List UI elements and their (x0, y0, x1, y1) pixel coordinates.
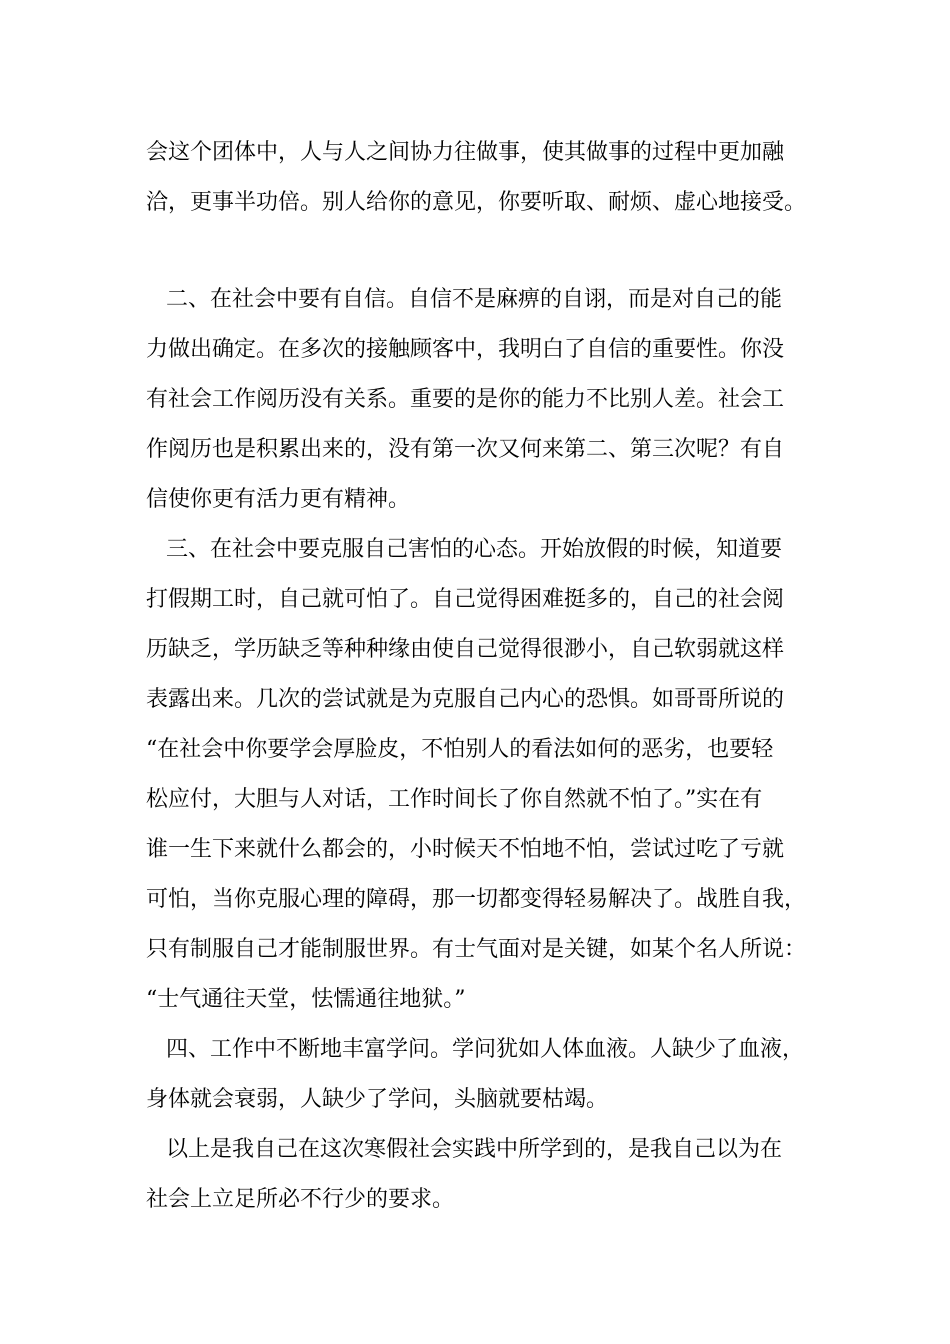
paragraph-start-line: 四、工作中不断地丰富学问。学问犹如人体血液。人缺少了血液， (166, 1037, 805, 1062)
text-line: “在社会中你要学会厚脸皮，不怕别人的看法如何的恶劣，也要轻 (146, 737, 774, 762)
text-line: 只有制服自己才能制服世界。有士气面对是关键，如某个名人所说： (146, 937, 807, 962)
text-line: 会这个团体中，人与人之间协力往做事，使其做事的过程中更加融 (146, 140, 785, 165)
paragraph-block-continued (146, 128, 814, 228)
text-line: 力做出确定。在多次的接触顾客中，我明白了自信的重要性。你没 (146, 337, 785, 362)
text-line: 信使你更有活力更有精神。 (146, 487, 411, 512)
text-line: 洽，更事半功倍。别人给你的意见，你要听取、耐烦、虚心地接受。 (146, 190, 807, 215)
text-line: 有社会工作阅历没有关系。重要的是你的能力不比别人差。社会工 (146, 387, 785, 412)
text-line: 社会上立足所必不行少的要求。 (146, 1187, 455, 1212)
paragraph-start-line: 以上是我自己在这次寒假社会实践中所学到的，是我自己以为在 (166, 1137, 783, 1162)
paragraph-start-line: 二、在社会中要有自信。自信不是麻痹的自诩，而是对自己的能 (166, 287, 783, 312)
text-line: 谁一生下来就什么都会的，小时候天不怕地不怕，尝试过吃了亏就 (146, 837, 785, 862)
paragraph-block-main (146, 275, 814, 1225)
text-line: “士气通往天堂，怯懦通往地狱。” (146, 987, 466, 1012)
text-line: 历缺乏，学历缺乏等种种缘由使自己觉得很渺小，自己软弱就这样 (146, 637, 785, 662)
text-line: 身体就会衰弱，人缺少了学问，头脑就要枯竭。 (146, 1087, 609, 1112)
text-line: 作阅历也是积累出来的，没有第一次又何来第二、第三次呢？有自 (146, 437, 785, 462)
text-line: 松应付，大胆与人对话，工作时间长了你自然就不怕了。”实在有 (146, 787, 763, 812)
text-line: 可怕，当你克服心理的障碍，那一切都变得轻易解决了。战胜自我， (146, 887, 807, 912)
paragraph-start-line: 三、在社会中要克服自己害怕的心态。开始放假的时候，知道要 (166, 537, 783, 562)
text-line: 打假期工时，自己就可怕了。自己觉得困难挺多的，自己的社会阅 (146, 587, 785, 612)
text-line: 表露出来。几次的尝试就是为克服自己内心的恐惧。如哥哥所说的 (146, 687, 785, 712)
